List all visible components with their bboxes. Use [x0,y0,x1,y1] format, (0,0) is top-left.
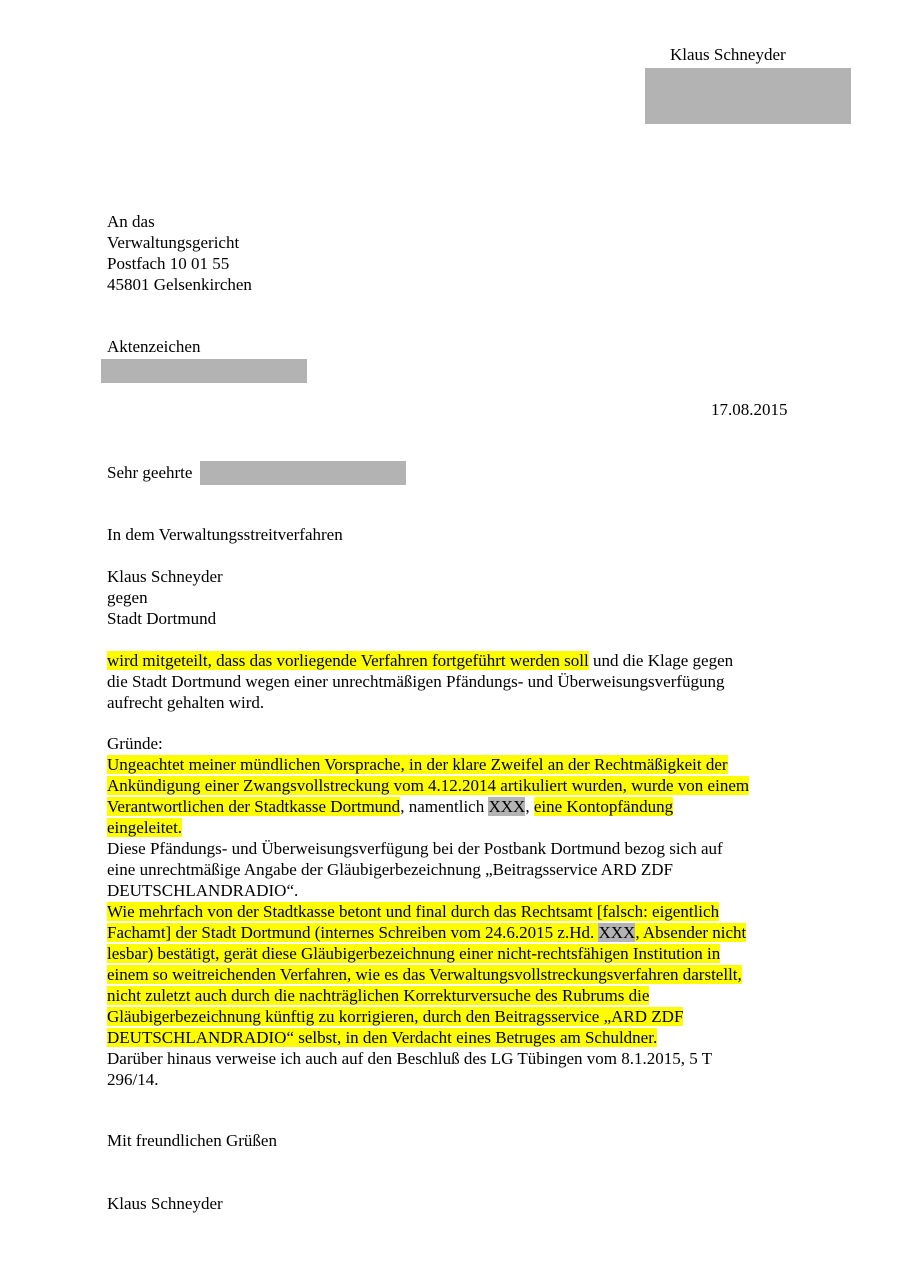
body-line [107,922,746,943]
reference-redaction [101,359,307,383]
body-line [107,754,728,775]
body-text: , namentlich [400,797,489,816]
body-line [107,775,749,796]
body-line [107,650,733,671]
highlighted-text: eine Kontopfändung [533,797,674,816]
highlighted-text: eingeleitet. [107,818,183,837]
body-line: Darüber hinaus verweise ich auch auf den Beschluß des LG Tübingen vom 8.1.2015, 5 T [107,1049,713,1068]
sender-name: Klaus Schneyder [670,45,786,64]
highlighted-text: DEUTSCHLANDRADIO“ selbst, in den Verdacht eines Betruges am Schuldner. [107,1028,658,1047]
recipient-line: An das [107,212,155,231]
sender-address-redaction [645,68,851,124]
case-intro: In dem Verwaltungsstreitverfahren [107,525,343,544]
body-line [107,1006,683,1027]
case-versus: gegen [107,588,148,607]
highlighted-text: nicht zuletzt auch durch die nachträglichen Korrekturversuche des Rubrums die [107,986,650,1005]
body-line [107,796,673,817]
highlighted-text: , Absender nicht [635,923,747,942]
reference-label: Aktenzeichen [107,337,201,356]
body-line [107,817,182,838]
case-party-plaintiff: Klaus Schneyder [107,567,223,586]
body-line: aufrecht gehalten wird. [107,693,265,712]
highlighted-text: Gläubigerbezeichnung künftig zu korrigieren, durch den Beitragsservice „ARD ZDF [107,1007,684,1026]
signature: Klaus Schneyder [107,1194,223,1213]
case-party-defendant: Stadt Dortmund [107,609,217,628]
highlighted-text: Verantwortlichen der Stadtkasse Dortmund [107,797,401,816]
highlighted-text: lesbar) bestätigt, gerät diese Gläubigerbezeichnung einer nicht-rechtsfähigen Institution in [107,944,721,963]
letter-date: 17.08.2015 [711,400,788,419]
recipient-line: Postfach 10 01 55 [107,254,230,273]
body-text: , [525,797,534,816]
recipient-line: Verwaltungsgericht [107,233,240,252]
reasons-label: Gründe: [107,734,163,753]
highlighted-text: einem so weitreichenden Verfahren, wie es das Verwaltungsvollstreckungsverfahren darstellt, [107,965,742,984]
body-line: DEUTSCHLANDRADIO“. [107,881,299,900]
body-line: Diese Pfändungs- und Überweisungsverfügung bei der Postbank Dortmund bezog sich auf [107,839,723,858]
body-text: und die Klage gegen [588,651,734,670]
body-line [107,1027,657,1048]
highlighted-text: Wie mehrfach von der Stadtkasse betont und final durch das Rechtsamt [falsch: eigentlich [107,902,720,921]
body-line [107,964,742,985]
recipient-line: 45801 Gelsenkirchen [107,275,252,294]
redacted-name: XXX [488,797,526,816]
highlighted-text: Fachamt] der Stadt Dortmund (internes Schreiben vom 24.6.2015 z.Hd. [107,923,599,942]
body-line [107,901,719,922]
body-line: 296/14. [107,1070,159,1089]
body-line: eine unrechtmäßige Angabe der Gläubigerbezeichnung „Beitragsservice ARD ZDF [107,860,673,879]
body-line [107,985,649,1006]
body-line: die Stadt Dortmund wegen einer unrechtmäßigen Pfändungs- und Überweisungsverfügung [107,672,725,691]
redacted-name: XXX [598,923,636,942]
salutation: Sehr geehrte [107,463,193,482]
salutation-redaction [200,461,406,485]
highlighted-text: wird mitgeteilt, dass das vorliegende Verfahren fortgeführt werden soll [107,651,589,670]
closing: Mit freundlichen Grüßen [107,1131,277,1150]
highlighted-text: Ungeachtet meiner mündlichen Vorsprache, in der klare Zweifel an der Rechtmäßigkeit der [107,755,728,774]
body-line [107,943,720,964]
highlighted-text: Ankündigung einer Zwangsvollstreckung vom 4.12.2014 artikuliert wurden, wurde von einem [107,776,750,795]
